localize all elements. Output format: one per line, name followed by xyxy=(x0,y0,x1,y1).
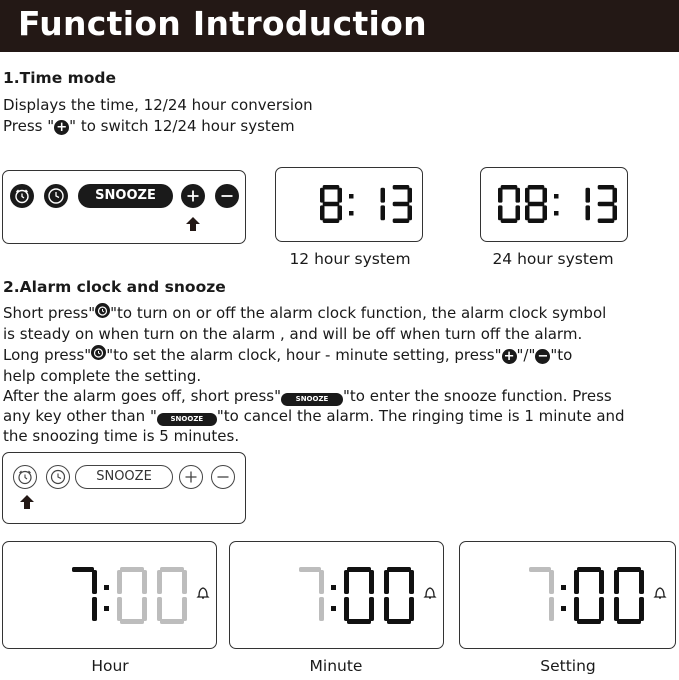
digit-minute-ones-segment-c xyxy=(639,597,644,621)
section2-line-6: any key other than " SNOOZE "to cancel the alarm. The ringing time is 1 minute and xyxy=(3,407,625,425)
digit-hour-ones-segment-d xyxy=(528,219,545,224)
digit-minute-ones-segment-d xyxy=(160,619,184,624)
section1-heading: 1.Time mode xyxy=(3,69,117,87)
caption-hour: Hour xyxy=(91,657,129,675)
digit-hour-segment-f xyxy=(320,188,325,203)
digit-hour-ones-segment-f xyxy=(525,188,530,203)
digit-minute-tens-segment-e xyxy=(574,597,579,621)
digit-minute-tens-segment-b xyxy=(142,570,147,594)
alarm-icon xyxy=(95,303,110,318)
digit-minute-ones-segment-d xyxy=(387,619,411,624)
display-24-hour xyxy=(480,167,628,242)
colon-dot xyxy=(331,606,336,611)
digit-minute-ones-segment-e xyxy=(614,597,619,621)
section2-line-7: the snoozing time is 5 minutes. xyxy=(3,427,240,445)
plus-button[interactable] xyxy=(179,465,203,489)
digit-hour-ones-segment-b xyxy=(543,188,548,203)
digit-minute-tens-segment-c xyxy=(381,205,386,220)
digit-minute-tens-segment-f xyxy=(344,570,349,594)
button-panel xyxy=(2,170,246,244)
colon-dot xyxy=(349,194,354,199)
digit-minute-ones-segment-f xyxy=(157,570,162,594)
caption-12-hour: 12 hour system xyxy=(289,250,411,268)
caption-minute: Minute xyxy=(309,657,363,675)
digit-minute-ones-segment-g xyxy=(393,202,410,207)
plus-icon xyxy=(180,466,202,488)
alarm-icon xyxy=(14,466,36,488)
section2-line-2: is steady on when turn on the alarm , and will be off when turn off the alarm. xyxy=(3,325,583,343)
digit-hour-segment-b xyxy=(338,188,343,203)
digit-hour-segment-e xyxy=(320,205,325,220)
digit-minute-ones-segment-a xyxy=(160,567,184,572)
digit-minute-tens-segment-c xyxy=(142,597,147,621)
page-title: Function Introduction xyxy=(18,4,427,43)
colon-dot xyxy=(554,194,559,199)
digit-minute-tens-segment-a xyxy=(577,567,601,572)
digit-hour-tens-segment-e xyxy=(498,205,503,220)
plus-icon xyxy=(181,184,205,208)
digit-hour-tens-segment-f xyxy=(498,188,503,203)
digit-minute-tens-segment-c xyxy=(599,597,604,621)
digit-minute-ones-segment-a xyxy=(387,567,411,572)
digit-hour-segment-a xyxy=(323,185,340,190)
digit-hour-ones-segment-a xyxy=(528,185,545,190)
digit-minute-ones-segment-a xyxy=(598,185,615,190)
digit-hour-tens-segment-c xyxy=(516,205,521,220)
section2-line-1: Short press" "to turn on or off the alarm clock function, the alarm clock symbol xyxy=(3,304,607,322)
button-panel-outline xyxy=(2,452,246,524)
minus-icon xyxy=(215,184,239,208)
digit-minute-ones-segment-a xyxy=(617,567,641,572)
arrow-up-icon xyxy=(19,494,35,510)
bell-icon xyxy=(425,588,435,598)
digit-minute-ones-segment-e xyxy=(157,597,162,621)
digit-hour-segment-a xyxy=(529,567,551,572)
minus-icon xyxy=(212,466,234,488)
digit-minute-tens-segment-a xyxy=(120,567,144,572)
digit-hour-segment-c xyxy=(319,597,324,621)
digit-minute-ones-segment-c xyxy=(408,205,413,220)
bell-icon xyxy=(198,588,208,598)
section2-line-5: After the alarm goes off, short press" SNOOZE "to enter the snooze function. Press xyxy=(3,387,612,405)
digit-minute-ones-segment-b xyxy=(639,570,644,594)
digit-hour-segment-b xyxy=(319,570,324,594)
colon-dot xyxy=(104,606,109,611)
caption-setting: Setting xyxy=(540,657,596,675)
section1-text-2: Press " + " to switch 12/24 hour system xyxy=(3,117,295,135)
snooze-pill-icon: SNOOZE xyxy=(281,393,343,406)
digit-minute-ones-segment-d xyxy=(393,219,410,224)
minus-icon: − xyxy=(535,349,550,364)
digital-time-hour xyxy=(3,542,218,650)
section2-line-4: help complete the setting. xyxy=(3,367,202,385)
digit-minute-ones-segment-b xyxy=(182,570,187,594)
section1-text-1: Displays the time, 12/24 hour conversion xyxy=(3,96,313,114)
digit-hour-ones-segment-e xyxy=(525,205,530,220)
digit-minute-ones-segment-e xyxy=(384,597,389,621)
digit-hour-segment-a xyxy=(299,567,321,572)
digit-minute-ones-segment-a xyxy=(393,185,410,190)
colon-dot xyxy=(561,585,566,590)
digital-time-minute xyxy=(230,542,445,650)
alarm-icon xyxy=(91,345,106,360)
caption-24-hour: 24 hour system xyxy=(492,250,614,268)
plus-icon: + xyxy=(502,349,517,364)
bell-icon xyxy=(655,588,665,598)
digit-hour-tens-segment-a xyxy=(501,185,518,190)
digit-minute-ones-segment-c xyxy=(613,205,618,220)
digit-minute-tens-segment-f xyxy=(574,570,579,594)
digital-time-12h xyxy=(276,168,424,243)
digit-minute-ones-segment-c xyxy=(182,597,187,621)
digit-minute-tens-segment-c xyxy=(369,597,374,621)
snooze-button[interactable]: SNOOZE xyxy=(78,184,173,208)
minus-button[interactable] xyxy=(211,465,235,489)
digit-minute-tens-segment-b xyxy=(369,570,374,594)
digit-hour-segment-d xyxy=(323,219,340,224)
display-setting xyxy=(459,541,676,649)
snooze-button[interactable]: SNOOZE xyxy=(75,465,173,489)
display-hour-setting xyxy=(2,541,217,649)
digital-time-setting xyxy=(460,542,677,650)
digit-minute-tens-segment-e xyxy=(344,597,349,621)
digit-minute-ones-segment-g xyxy=(598,202,615,207)
plus-icon: + xyxy=(54,120,69,135)
clock-button[interactable] xyxy=(44,184,68,208)
digit-hour-segment-b xyxy=(92,570,97,594)
digit-minute-tens-segment-d xyxy=(577,619,601,624)
digit-minute-ones-segment-d xyxy=(617,619,641,624)
digit-hour-segment-c xyxy=(92,597,97,621)
colon-dot xyxy=(331,585,336,590)
snooze-pill-icon: SNOOZE xyxy=(157,413,217,426)
colon-dot xyxy=(554,211,559,216)
digit-hour-tens-segment-b xyxy=(516,188,521,203)
digit-minute-tens-segment-c xyxy=(586,205,591,220)
digit-minute-ones-segment-b xyxy=(613,188,618,203)
colon-dot xyxy=(104,585,109,590)
digit-hour-tens-segment-d xyxy=(501,219,518,224)
digit-hour-segment-g xyxy=(323,202,340,207)
alarm-icon xyxy=(10,184,34,208)
digit-minute-ones-segment-b xyxy=(408,188,413,203)
clock-icon xyxy=(44,184,68,208)
alarm-button[interactable] xyxy=(10,184,34,208)
digital-time-24h xyxy=(481,168,629,243)
section2-heading: 2.Alarm clock and snooze xyxy=(3,278,226,296)
digit-hour-segment-c xyxy=(549,597,554,621)
digit-minute-ones-segment-c xyxy=(409,597,414,621)
plus-button[interactable] xyxy=(181,184,205,208)
digit-minute-ones-segment-d xyxy=(598,219,615,224)
display-12-hour xyxy=(275,167,423,242)
digit-minute-tens-segment-b xyxy=(586,188,591,203)
colon-dot xyxy=(561,606,566,611)
clock-icon xyxy=(47,466,69,488)
digit-minute-tens-segment-a xyxy=(347,567,371,572)
digit-minute-tens-segment-b xyxy=(381,188,386,203)
digit-hour-segment-b xyxy=(549,570,554,594)
digit-minute-ones-segment-f xyxy=(384,570,389,594)
digit-minute-tens-segment-d xyxy=(347,619,371,624)
digit-minute-tens-segment-d xyxy=(120,619,144,624)
section2-line-3: Long press" "to set the alarm clock, hour - minute setting, press" + "/" − "to xyxy=(3,346,573,364)
digit-hour-segment-c xyxy=(338,205,343,220)
minus-button[interactable] xyxy=(215,184,239,208)
colon-dot xyxy=(349,211,354,216)
digit-minute-tens-segment-e xyxy=(117,597,122,621)
digit-hour-ones-segment-c xyxy=(543,205,548,220)
digit-minute-tens-segment-b xyxy=(599,570,604,594)
digit-minute-ones-segment-f xyxy=(614,570,619,594)
digit-hour-ones-segment-g xyxy=(528,202,545,207)
digit-minute-tens-segment-f xyxy=(117,570,122,594)
digit-hour-segment-a xyxy=(72,567,94,572)
display-minute-setting xyxy=(229,541,444,649)
arrow-up-icon xyxy=(185,216,201,232)
clock-button[interactable] xyxy=(46,465,70,489)
digit-minute-ones-segment-b xyxy=(409,570,414,594)
alarm-button[interactable] xyxy=(13,465,37,489)
